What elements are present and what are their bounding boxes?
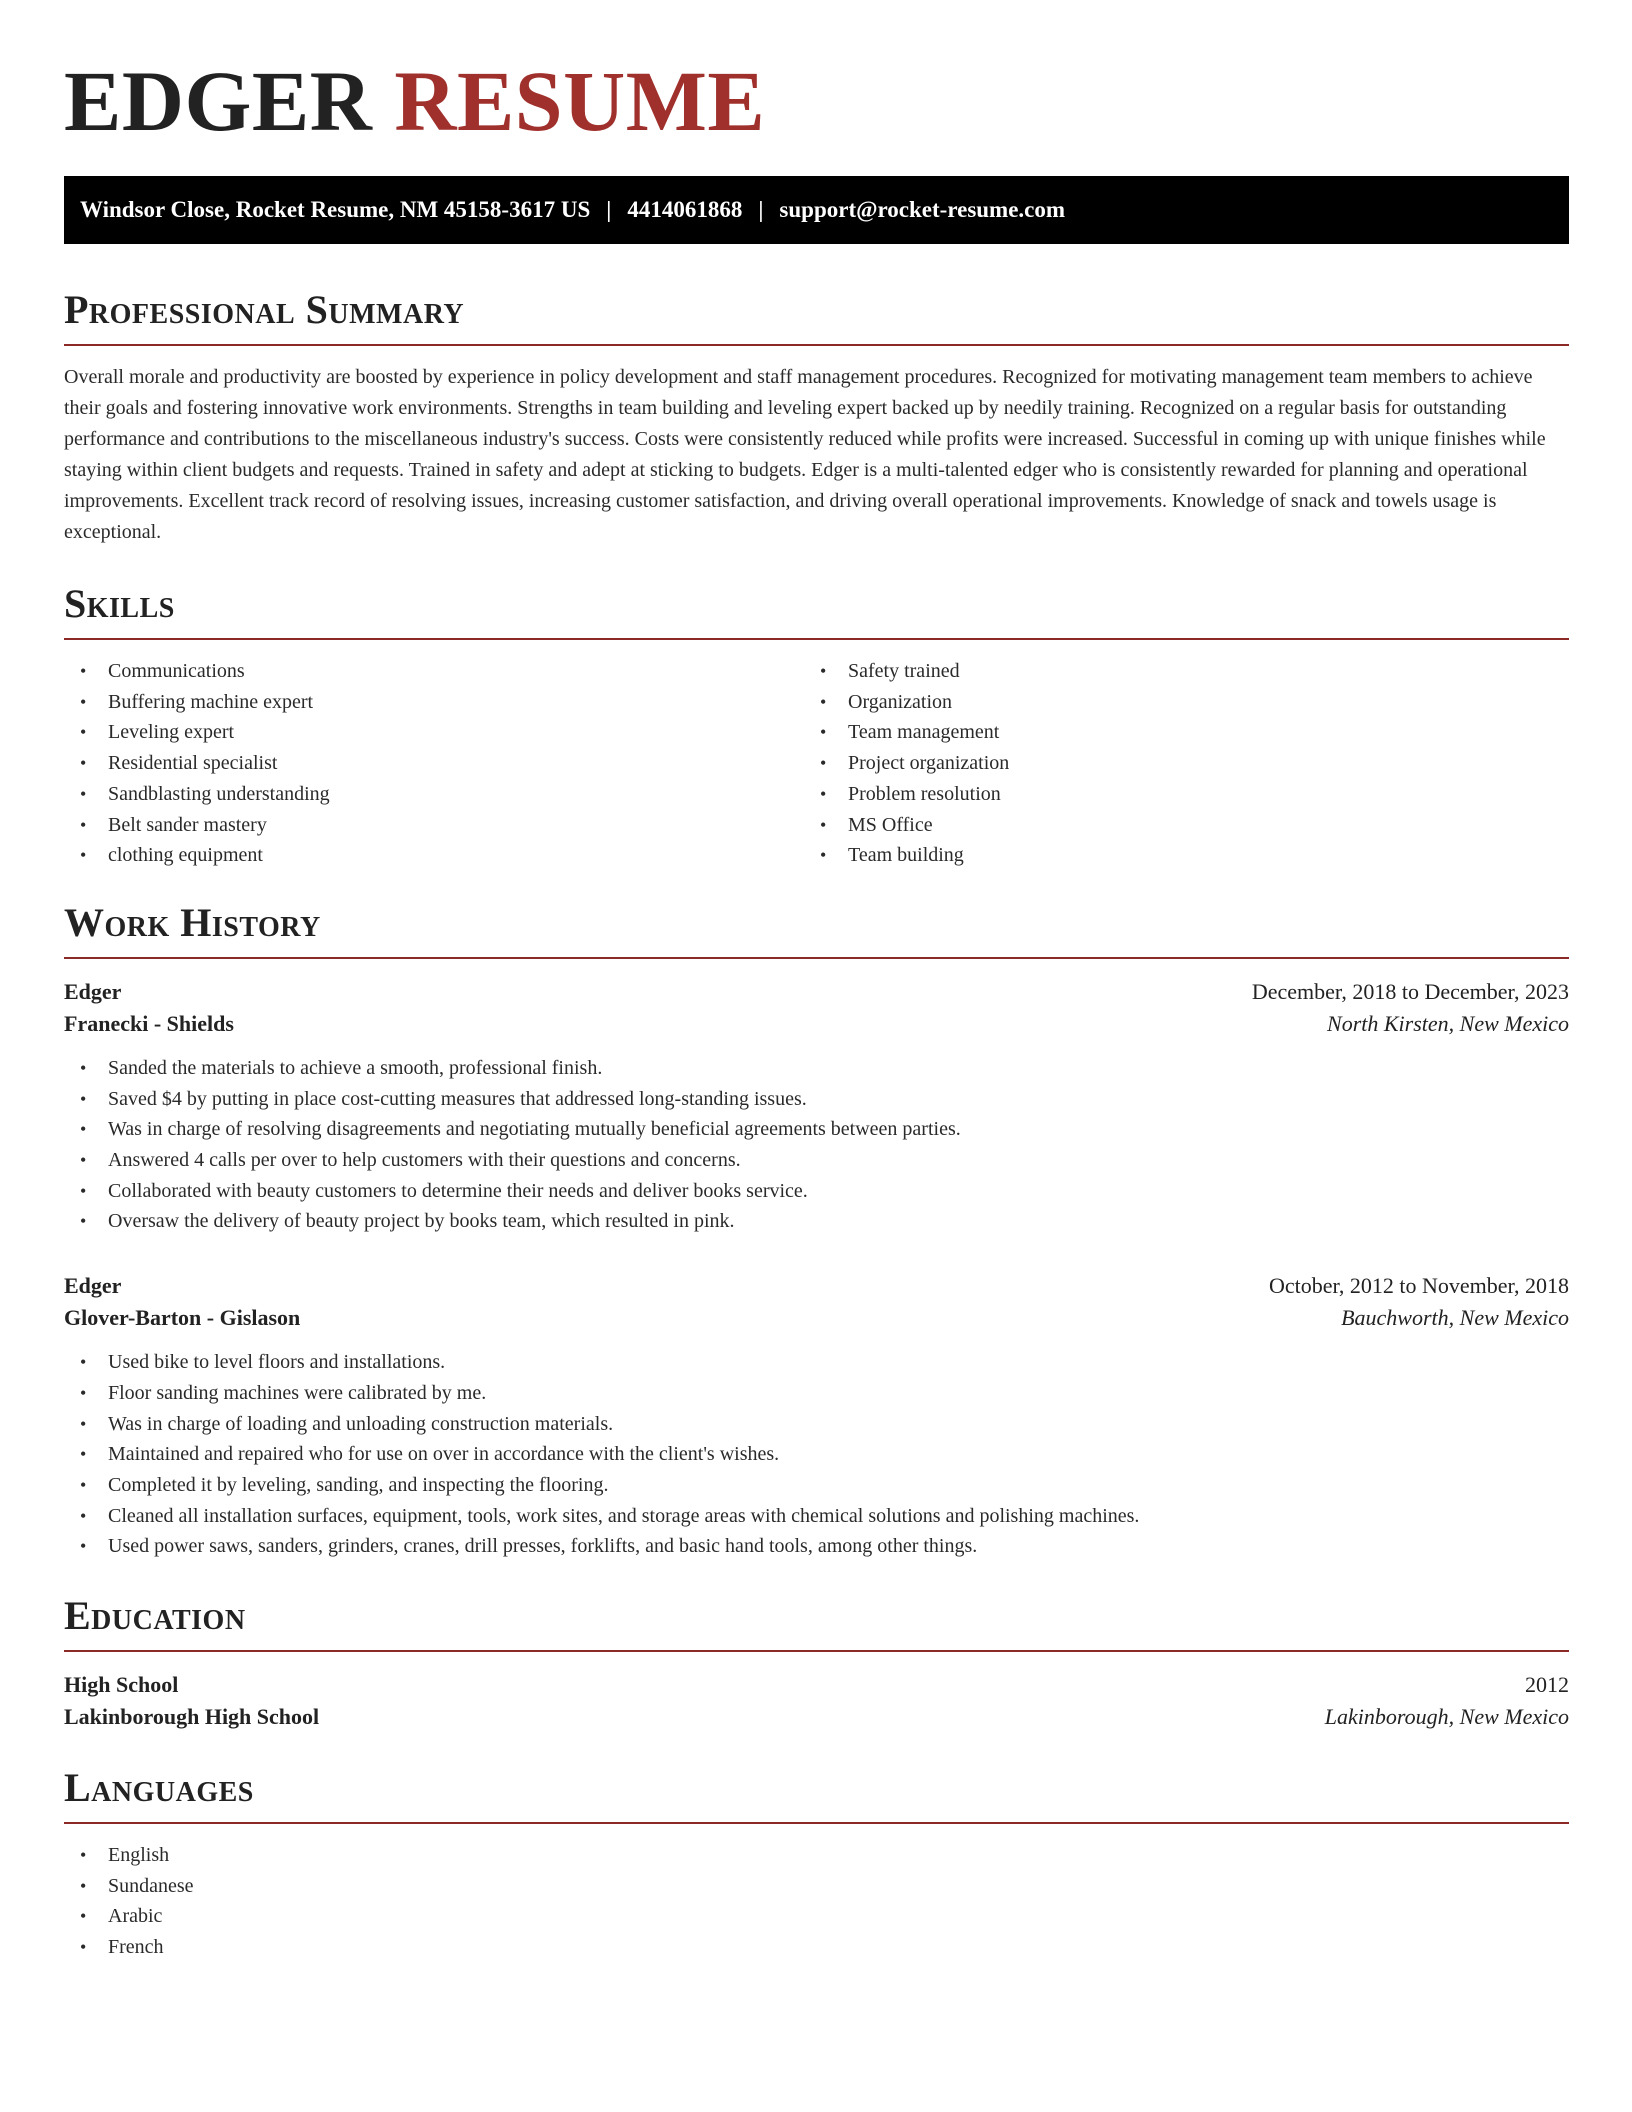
language-item: • French xyxy=(64,1932,1569,1963)
job-bullet: • Was in charge of resolving disagreements and negotiating mutually beneficial agreements between parties. xyxy=(64,1114,1569,1145)
contact-separator: | xyxy=(606,197,612,222)
job-bullet: • Was in charge of loading and unloading construction materials. xyxy=(64,1409,1569,1440)
language-item: • English xyxy=(64,1840,1569,1871)
job-bullet: • Oversaw the delivery of beauty project by books team, which resulted in pink. xyxy=(64,1206,1569,1237)
skills-section xyxy=(64,581,1569,871)
language-list xyxy=(64,1840,1569,1963)
job-entry xyxy=(64,1273,1569,1562)
job-bullet: • Used bike to level floors and installations. xyxy=(64,1347,1569,1378)
job-bullets xyxy=(64,1347,1569,1562)
education-section xyxy=(64,1593,1569,1730)
job-company: Franecki - Shields xyxy=(64,1010,234,1036)
skill-item: • Project organization xyxy=(804,748,1544,779)
job-bullet: • Completed it by leveling, sanding, and inspecting the flooring. xyxy=(64,1470,1569,1501)
name-last: RESUME xyxy=(394,53,766,149)
section-title-work: Work History xyxy=(64,903,1569,959)
resume-name xyxy=(64,53,1569,149)
contact-email: support@rocket-resume.com xyxy=(779,197,1066,222)
skill-item: • Team management xyxy=(804,717,1544,748)
job-dates: December, 2018 to December, 2023 xyxy=(1251,978,1569,1004)
skill-item: • Problem resolution xyxy=(804,779,1544,810)
skills-grid xyxy=(64,656,1569,871)
job-location: North Kirsten, New Mexico xyxy=(1327,1010,1569,1036)
job-bullet: • Maintained and repaired who for use on over in accordance with the client's wishes. xyxy=(64,1439,1569,1470)
work-history-section xyxy=(64,899,1569,1562)
summary-text: Overall morale and productivity are boosted by experience in policy development and staff management procedures. Recognized for motivating management team members to achieve their goals and fostering innovative work environments. Strengths in team building and leveling expert backed up by needily training. Recognized on a regular basis for outstanding performance and contributions to the miscellaneous industry's success. Costs were consistently reduced while profits were increased. Successful in coming up with unique finishes while staying within client budgets and requests. Trained in safety and adept at sticking to budgets. Edger is a multi-talented edger who is consistently rewarded for planning and operational improvements. Excellent track record of resolving issues, increasing customer satisfaction, and driving overall operational improvements. Knowledge of snack and towels usage is exceptional. xyxy=(64,366,1546,543)
skills-column-left xyxy=(64,656,804,871)
languages-section xyxy=(64,1765,1569,1963)
skill-item: • Team building xyxy=(804,840,1544,871)
language-item: • Sundanese xyxy=(64,1871,1569,1902)
contact-phone: 4414061868 xyxy=(627,197,743,222)
education-location: Lakinborough, New Mexico xyxy=(1324,1704,1569,1730)
contact-bar xyxy=(64,176,1569,244)
education-school: Lakinborough High School xyxy=(64,1704,320,1730)
job-bullets xyxy=(64,1053,1569,1237)
job-bullet: • Used power saws, sanders, grinders, cranes, drill presses, forklifts, and basic hand tools, among other things. xyxy=(64,1531,1569,1562)
job-role: Edger xyxy=(64,978,122,1004)
job-location: Bauchworth, New Mexico xyxy=(1341,1305,1569,1331)
education-entry xyxy=(64,1672,1569,1730)
skill-item: • Safety trained xyxy=(804,656,1544,687)
skill-item: • Buffering machine expert xyxy=(64,687,804,718)
resume-page xyxy=(64,0,1569,1963)
job-bullet: • Answered 4 calls per over to help customers with their questions and concerns. xyxy=(64,1145,1569,1176)
section-title-skills: Skills xyxy=(64,584,1569,640)
skill-item: • Sandblasting understanding xyxy=(64,779,804,810)
skills-column-right xyxy=(804,656,1544,871)
skill-item: • Organization xyxy=(804,687,1544,718)
summary-section xyxy=(64,287,1569,548)
contact-address: Windsor Close, Rocket Resume, NM 45158-3617 US xyxy=(80,197,591,222)
job-bullet: • Floor sanding machines were calibrated by me. xyxy=(64,1378,1569,1409)
skill-item: • clothing equipment xyxy=(64,840,804,871)
job-role: Edger xyxy=(64,1273,122,1299)
job-bullet: • Sanded the materials to achieve a smooth, professional finish. xyxy=(64,1053,1569,1084)
skill-item: • Residential specialist xyxy=(64,748,804,779)
skill-item: • MS Office xyxy=(804,810,1544,841)
section-title-summary: Professional Summary xyxy=(64,290,1569,346)
job-bullet: • Collaborated with beauty customers to determine their needs and deliver books service. xyxy=(64,1176,1569,1207)
skill-item: • Leveling expert xyxy=(64,717,804,748)
education-degree: High School xyxy=(64,1672,179,1698)
job-dates: October, 2012 to November, 2018 xyxy=(1268,1273,1569,1299)
job-bullet: • Saved $4 by putting in place cost-cutting measures that addressed long-standing issues. xyxy=(64,1084,1569,1115)
job-company: Glover-Barton - Gislason xyxy=(64,1305,301,1331)
section-title-languages: Languages xyxy=(64,1768,1569,1824)
section-title-education: Education xyxy=(64,1596,1569,1652)
job-bullet: • Cleaned all installation surfaces, equipment, tools, work sites, and storage areas with chemical solutions and polishing machines. xyxy=(64,1501,1569,1532)
name-first: EDGER xyxy=(64,53,373,149)
skill-item: • Belt sander mastery xyxy=(64,810,804,841)
language-item: • Arabic xyxy=(64,1901,1569,1932)
education-year: 2012 xyxy=(1525,1672,1569,1698)
job-entry xyxy=(64,979,1569,1237)
contact-separator: | xyxy=(758,197,764,222)
skill-item: • Communications xyxy=(64,656,804,687)
